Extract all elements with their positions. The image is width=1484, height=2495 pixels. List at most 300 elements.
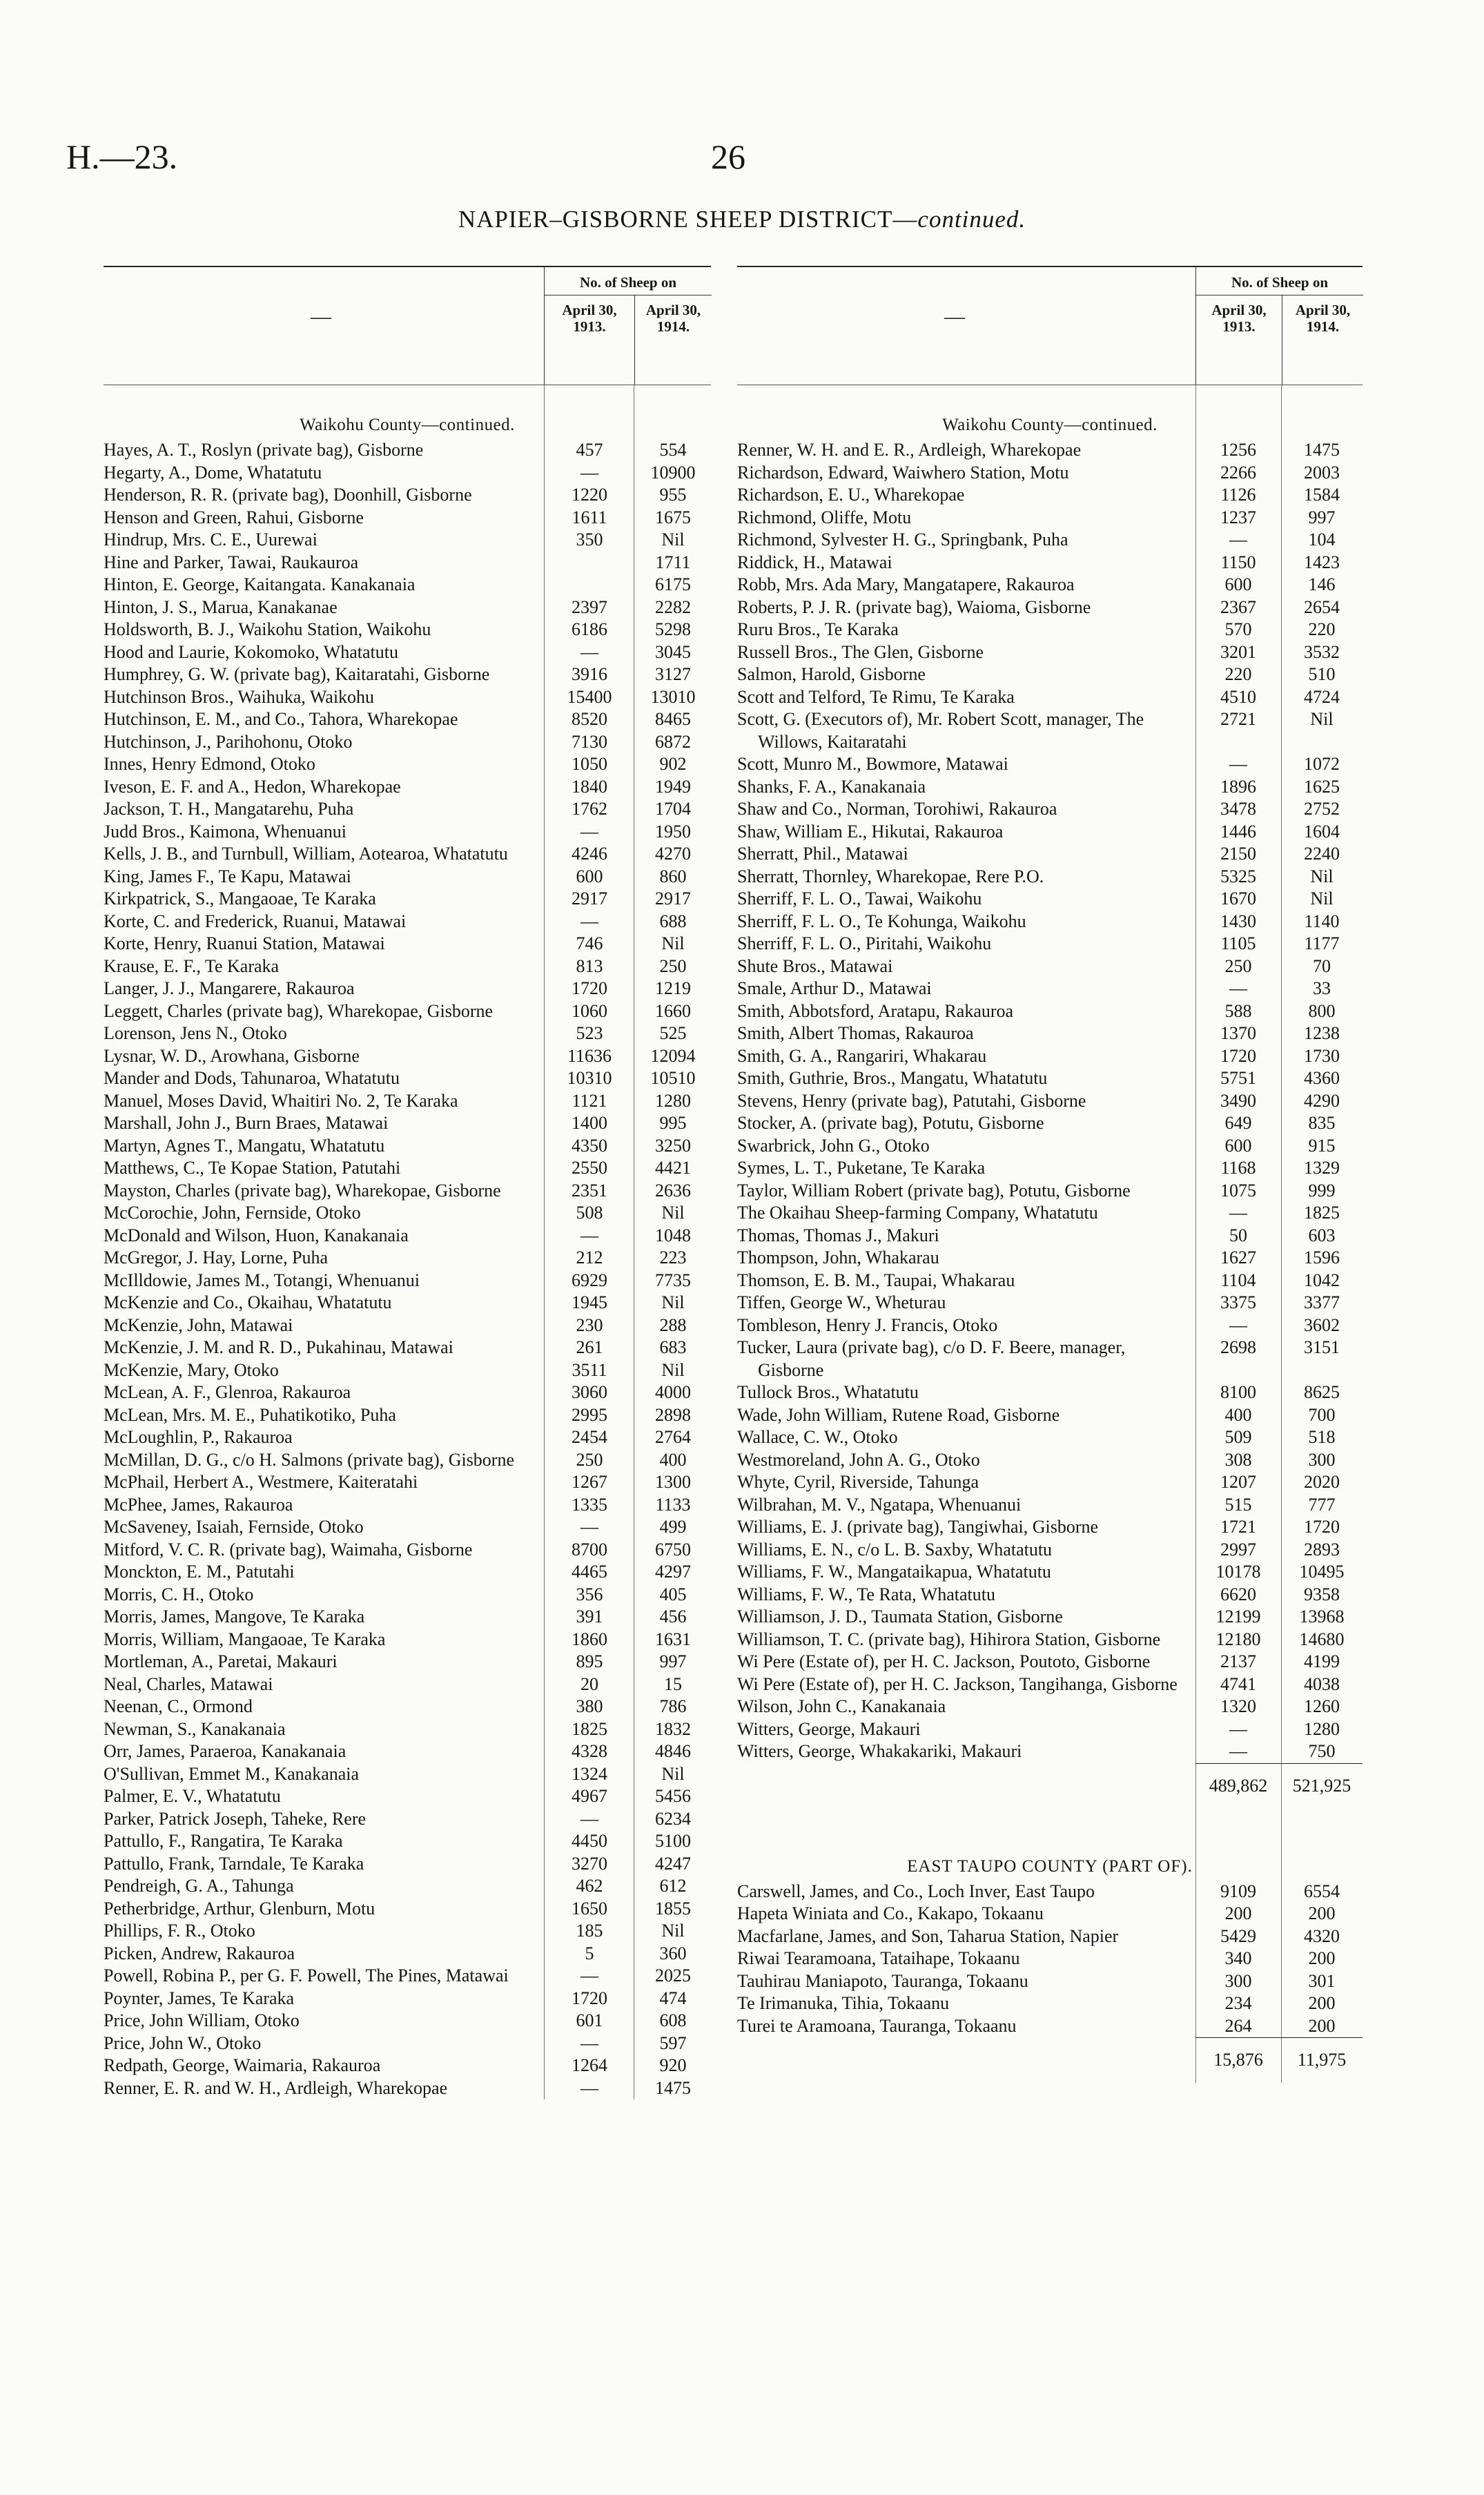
- sheep-1913: —: [1229, 978, 1247, 998]
- sheep-1913: 8700: [572, 1539, 607, 1560]
- owner-name: McLoughlin, P., Rakauroa: [104, 1427, 293, 1447]
- table-row: [737, 955, 1363, 978]
- sheep-1913: 234: [1224, 1993, 1252, 2013]
- sheep-1914: 2003: [1304, 462, 1340, 483]
- sheep-1913: 1207: [1220, 1472, 1256, 1492]
- sheep-1914: 2893: [1304, 1539, 1340, 1560]
- table-row: [737, 1157, 1363, 1180]
- sheep-1913: 3201: [1220, 641, 1256, 662]
- owner-name: Hinton, E. George, Kaitangata. Kanakanaia: [104, 574, 416, 594]
- table-row: [737, 529, 1363, 552]
- owner-name: Shanks, F. A., Kanakanaia: [737, 776, 926, 797]
- table-row: [104, 1763, 711, 1786]
- right-table: [737, 266, 1363, 2083]
- sheep-1913: 813: [576, 955, 603, 976]
- table-row: [737, 663, 1363, 686]
- sheep-1914: 1423: [1304, 552, 1340, 572]
- sheep-1913: 4450: [572, 1831, 607, 1851]
- sheep-1913: 2997: [1220, 1539, 1256, 1560]
- sheep-1913: 649: [1224, 1113, 1252, 1133]
- owner-name: Langer, J. J., Mangarere, Rakauroa: [104, 978, 355, 998]
- sheep-1913: 1060: [572, 1000, 607, 1021]
- owner-name: Mayston, Charles (private bag), Wharekopae, Gisborne: [104, 1180, 501, 1201]
- sheep-1913: 1650: [572, 1898, 607, 1919]
- sheep-1913: 1150: [1220, 552, 1256, 572]
- table-row: [104, 1920, 711, 1943]
- owner-name: Wilson, John C., Kanakanaia: [737, 1696, 946, 1716]
- sheep-1914: 608: [659, 2010, 687, 2030]
- table-body: [104, 385, 711, 2099]
- table-row: [737, 1539, 1363, 1562]
- sheep-1914: 4297: [655, 1562, 691, 1582]
- sheep-1913: 746: [576, 933, 603, 953]
- owner-name: Henderson, R. R. (private bag), Doonhill, Gisborne: [104, 485, 472, 505]
- sheep-1913: 1320: [1220, 1696, 1256, 1716]
- sheep-1913: —: [580, 821, 598, 842]
- sheep-1913: 12180: [1215, 1629, 1261, 1649]
- sheep-1913: 10310: [567, 1068, 612, 1088]
- sheep-1914: 2752: [1304, 799, 1340, 819]
- owner-name: Wade, John William, Rutene Road, Gisborne: [737, 1404, 1060, 1425]
- sheep-1913: 1237: [1220, 507, 1256, 527]
- table-row: [737, 1970, 1363, 1993]
- sheep-1914: 14680: [1299, 1629, 1345, 1649]
- owner-name: McKenzie and Co., Okaihau, Whatatutu: [104, 1292, 392, 1312]
- table-row: [104, 888, 711, 911]
- owner-name: Holdsworth, B. J., Waikohu Station, Waikohu: [104, 619, 431, 639]
- sheep-1914: 1704: [655, 799, 691, 819]
- sheep-1914: 1584: [1304, 485, 1340, 505]
- table-row: [104, 1561, 711, 1584]
- sheep-1913: 4350: [572, 1135, 607, 1156]
- sheep-1913: 1762: [572, 799, 607, 819]
- section-heading: Waikohu County—continued.: [942, 416, 1158, 434]
- sheep-1914: 12094: [650, 1045, 696, 1066]
- owner-name: Stocker, A. (private bag), Potutu, Gisborne: [737, 1113, 1044, 1133]
- owner-name: Witters, George, Makauri: [737, 1718, 921, 1739]
- sheep-1913: 200: [1224, 1903, 1252, 1923]
- sheep-1913: 250: [1224, 955, 1252, 976]
- sheep-1913: 570: [1224, 619, 1252, 639]
- table-row: [104, 1898, 711, 1921]
- table-header: [104, 267, 711, 385]
- sheep-1914: 3127: [655, 664, 691, 684]
- sheep-1914: 1950: [655, 821, 691, 842]
- sheep-1913: 1075: [1220, 1180, 1256, 1201]
- sheep-1913: 1627: [1220, 1248, 1256, 1268]
- table-row: [104, 1584, 711, 1606]
- sheep-1913: 5429: [1220, 1925, 1256, 1946]
- sheep-1913: 7130: [572, 731, 607, 752]
- owner-name: Richardson, E. U., Wharekopae: [737, 485, 965, 505]
- table-row: [104, 1270, 711, 1292]
- sheep-1914: 360: [659, 1943, 687, 1963]
- sheep-count-header: [1195, 267, 1363, 385]
- table-row: [104, 1314, 711, 1337]
- sheep-1913: 1720: [572, 1988, 607, 2008]
- table-row: [104, 1494, 711, 1517]
- table-row: [737, 1426, 1363, 1449]
- table-row: [737, 439, 1363, 462]
- sheep-1913: —: [1229, 1718, 1247, 1739]
- owner-name: Picken, Andrew, Rakauroa: [104, 1943, 295, 1963]
- table-row: [737, 1471, 1363, 1494]
- sheep-1914: 786: [659, 1696, 687, 1716]
- sheep-1914: 4360: [1304, 1068, 1340, 1088]
- sheep-1914: 1219: [655, 978, 691, 998]
- owner-name: Richmond, Sylvester H. G., Springbank, Puha: [737, 530, 1068, 550]
- owner-name: Smith, Abbotsford, Aratapu, Rakauroa: [737, 1000, 1014, 1021]
- owner-column-header: —: [944, 305, 965, 328]
- table-row: [104, 1067, 711, 1090]
- sheep-1913: 2550: [572, 1158, 607, 1178]
- table-row: [737, 1270, 1363, 1292]
- sheep-1914: 835: [1308, 1113, 1336, 1133]
- sheep-1914: 250: [659, 955, 687, 976]
- owner-name: Smale, Arthur D., Matawai: [737, 978, 932, 998]
- owner-name: Salmon, Harold, Gisborne: [737, 664, 926, 684]
- owner-name: Scott, Munro M., Bowmore, Matawai: [737, 754, 1008, 774]
- owner-name: McSaveney, Isaiah, Fernside, Otoko: [104, 1517, 364, 1537]
- sheep-1914: 554: [659, 440, 687, 460]
- table-row: [737, 1449, 1363, 1472]
- sheep-1913: 350: [576, 530, 603, 550]
- owner-name: Swarbrick, John G., Otoko: [737, 1135, 930, 1156]
- owner-name: King, James F., Te Kapu, Matawai: [104, 866, 351, 886]
- table-row: [737, 552, 1363, 574]
- table-row: [104, 1426, 711, 1449]
- sheep-1914: 1832: [655, 1718, 691, 1739]
- table-row: [737, 641, 1363, 664]
- sheep-1914: 5100: [655, 1831, 691, 1851]
- sheep-1914: 915: [1308, 1135, 1336, 1156]
- sheep-1914: 200: [1308, 2015, 1336, 2036]
- east-taupo-rows: [737, 1881, 1363, 2038]
- owner-name: Parker, Patrick Joseph, Taheke, Rere: [104, 1808, 367, 1829]
- table-row: [104, 1988, 711, 2010]
- sheep-1913: —: [1229, 1203, 1247, 1223]
- table-row: [104, 843, 711, 866]
- owner-name: Wi Pere (Estate of), per H. C. Jackson, Poutoto, Gisborne: [737, 1651, 1151, 1671]
- sheep-1913: 50: [1229, 1225, 1247, 1245]
- sheep-1913: 356: [576, 1584, 603, 1604]
- table-row: [104, 1292, 711, 1314]
- table-row: [104, 619, 711, 641]
- sheep-1913: 457: [576, 440, 603, 460]
- table-row: [737, 1022, 1363, 1045]
- sheep-1914: 1855: [655, 1898, 691, 1919]
- owner-name: Westmoreland, John A. G., Otoko: [737, 1449, 980, 1470]
- sheep-1913: 1945: [572, 1292, 607, 1312]
- owner-name: Tullock Bros., Whatatutu: [737, 1382, 919, 1402]
- table-row: [104, 574, 711, 596]
- owner-name: McDonald and Wilson, Huon, Kanakanaia: [104, 1225, 409, 1245]
- owner-name: Mitford, V. C. R. (private bag), Waimaha, Gisborne: [104, 1539, 473, 1560]
- sheep-1914: 4846: [655, 1741, 691, 1761]
- sheep-1913: 15400: [567, 686, 612, 707]
- table-row: [737, 1925, 1363, 1948]
- sheep-1913: 895: [576, 1651, 603, 1671]
- table-row: [737, 1629, 1363, 1651]
- sheep-1913: 2995: [572, 1404, 607, 1425]
- table-row: [737, 686, 1363, 709]
- sheep-1914: 10495: [1299, 1562, 1345, 1582]
- sheep-1914: 902: [659, 754, 687, 774]
- sheep-1914: 200: [1308, 1948, 1336, 1968]
- owner-name: McPhail, Herbert A., Westmere, Kaiteratahi: [104, 1472, 418, 1492]
- sheep-1914: 1711: [655, 552, 691, 572]
- owner-name: Pattullo, Frank, Tarndale, Te Karaka: [104, 1853, 364, 1874]
- sheep-1914: 6234: [655, 1808, 691, 1829]
- table-row: [737, 888, 1363, 911]
- sheep-1913: 1400: [572, 1113, 607, 1133]
- sheep-1913: 220: [1224, 664, 1252, 684]
- sheep-1914: Nil: [1310, 709, 1334, 729]
- sheep-1914: 1730: [1304, 1045, 1340, 1066]
- table-row: [104, 1696, 711, 1718]
- owner-name: Shaw and Co., Norman, Torohiwi, Rakauroa: [737, 799, 1057, 819]
- owner-name: Hegarty, A., Dome, Whatatutu: [104, 462, 322, 483]
- sheep-1914: 10900: [650, 462, 696, 483]
- table-row: [737, 1516, 1363, 1539]
- owner-name: McIlldowie, James M., Totangi, Whenuanui: [104, 1270, 420, 1290]
- owner-name: Hood and Laurie, Kokomoko, Whatatutu: [104, 641, 398, 662]
- sheep-1914: 3532: [1304, 641, 1340, 662]
- sheep-1914: 2240: [1304, 844, 1340, 864]
- sheep-1913: 4246: [572, 844, 607, 864]
- section-heading: EAST TAUPO COUNTY (PART OF).: [907, 1856, 1193, 1876]
- sheep-1913: 1256: [1220, 440, 1256, 460]
- sheep-1913: 264: [1224, 2015, 1252, 2036]
- sheep-1913: 2150: [1220, 844, 1256, 864]
- owner-name: Richmond, Oliffe, Motu: [737, 507, 912, 527]
- table-row: [104, 1785, 711, 1808]
- table-row: [104, 1337, 711, 1359]
- owner-name: Tauhirau Maniapoto, Tauranga, Tokaanu: [737, 1970, 1028, 1991]
- sheep-1913: —: [1229, 1741, 1247, 1761]
- owner-name: Manuel, Moses David, Whaitiri No. 2, Te Karaka: [104, 1090, 458, 1111]
- sheep-1914: 1133: [655, 1494, 691, 1515]
- sheep-1914: Nil: [661, 1292, 685, 1312]
- sheep-1914: 4320: [1304, 1925, 1340, 1946]
- sheep-1914: 70: [1313, 955, 1331, 976]
- sheep-1914: 1140: [1304, 911, 1340, 931]
- sheep-1914: 400: [659, 1449, 687, 1470]
- table-row: [737, 1000, 1363, 1023]
- owner-name: McLean, Mrs. M. E., Puhatikotiko, Puha: [104, 1404, 396, 1425]
- sheep-1914: 688: [659, 911, 687, 931]
- sheep-1914: Nil: [661, 1763, 685, 1784]
- sheep-1914: 997: [659, 1651, 687, 1671]
- sheep-1913: 4510: [1220, 686, 1256, 707]
- table-row: [737, 1561, 1363, 1584]
- sheep-1913: —: [1229, 530, 1247, 550]
- sheep-1914: 4199: [1304, 1651, 1340, 1671]
- total-1914: 521,925: [1292, 1775, 1351, 1796]
- sheep-1914: 1596: [1304, 1248, 1340, 1268]
- owner-name: Ruru Bros., Te Karaka: [737, 619, 899, 639]
- sheep-1913: 1670: [1220, 889, 1256, 909]
- owner-name: Roberts, P. J. R. (private bag), Waioma, Gisborne: [737, 596, 1091, 617]
- table-row: [104, 1045, 711, 1068]
- table-row: [737, 1292, 1363, 1314]
- owner-name: Matthews, C., Te Kopae Station, Patutahi: [104, 1158, 401, 1178]
- sheep-1913: 340: [1224, 1948, 1252, 1968]
- sheep-1914: 6872: [655, 731, 691, 752]
- owner-name: Tiffen, George W., Wheturau: [737, 1292, 946, 1312]
- owner-name: Hapeta Winiata and Co., Kakapo, Tokaanu: [737, 1903, 1044, 1923]
- table-row: [737, 1045, 1363, 1068]
- owner-name: Williamson, J. D., Taumata Station, Gisborne: [737, 1606, 1063, 1627]
- owner-name: Redpath, George, Waimaria, Rakauroa: [104, 2055, 381, 2075]
- sheep-1914: 1300: [655, 1472, 691, 1492]
- owner-name: McPhee, James, Rakauroa: [104, 1494, 293, 1515]
- owner-name: Neenan, C., Ormond: [104, 1696, 253, 1716]
- owner-name: Newman, S., Kanakanaia: [104, 1718, 286, 1739]
- table-row: [737, 753, 1363, 776]
- table-row: [737, 1948, 1363, 1970]
- sheep-1913: 601: [576, 2010, 603, 2030]
- table-row: [104, 2010, 711, 2032]
- spacer: [737, 385, 1363, 406]
- right-rows: [737, 439, 1363, 1763]
- sheep-1913: 300: [1224, 1970, 1252, 1991]
- owner-name: The Okaihau Sheep-farming Company, Whatatutu: [737, 1203, 1098, 1223]
- sheep-1913: 1050: [572, 754, 607, 774]
- sheep-1914: 1177: [1304, 933, 1340, 953]
- sheep-1914: 2025: [655, 1965, 691, 1986]
- owner-name: Price, John W., Otoko: [104, 2032, 262, 2053]
- table-row: [104, 708, 711, 731]
- sheep-1914: 10510: [650, 1068, 696, 1088]
- sheep-1913: 1105: [1220, 933, 1256, 953]
- sheep-1913: 1220: [572, 485, 607, 505]
- table-row: [737, 1090, 1363, 1113]
- table-row: [737, 1381, 1363, 1404]
- sheep-1913: 3916: [572, 664, 607, 684]
- sheep-1913: 2698: [1220, 1337, 1256, 1357]
- sheep-count-header: [544, 267, 712, 385]
- owner-name: Mortleman, A., Paretai, Makauri: [104, 1651, 338, 1671]
- sheep-1914: 860: [659, 866, 687, 886]
- sheep-1914: 1660: [655, 1000, 691, 1021]
- owner-name: Martyn, Agnes T., Mangatu, Whatatutu: [104, 1135, 385, 1156]
- owner-name: Henson and Green, Rahui, Gisborne: [104, 507, 364, 527]
- table-row: [104, 484, 711, 507]
- sheep-1913: 1720: [572, 978, 607, 998]
- table-row: [104, 1202, 711, 1225]
- sheep-1914: 3250: [655, 1135, 691, 1156]
- owner-name: Tombleson, Henry J. Francis, Otoko: [737, 1314, 998, 1335]
- owner-name: Lorenson, Jens N., Otoko: [104, 1023, 287, 1043]
- sheep-1913: 509: [1224, 1427, 1252, 1447]
- sheep-1913: 1335: [572, 1494, 607, 1515]
- total-1913: 15,876: [1213, 2050, 1263, 2070]
- sheep-1913: 5751: [1220, 1068, 1256, 1088]
- table-header: [737, 267, 1363, 385]
- sheep-1914: 1625: [1304, 776, 1340, 797]
- sheep-1913: 2137: [1220, 1651, 1256, 1671]
- sheep-1914: 1475: [1304, 440, 1340, 460]
- owner-name: McMillan, D. G., c/o H. Salmons (private bag), Gisborne: [104, 1449, 515, 1470]
- table-row: [737, 1881, 1363, 1903]
- sheep-1914: 4247: [655, 1853, 691, 1874]
- sheep-1914: 1329: [1304, 1158, 1340, 1178]
- table-row: [737, 2015, 1363, 2038]
- sheep-1914: Nil: [661, 530, 685, 550]
- owner-name: Hutchinson Bros., Waihuka, Waikohu: [104, 686, 375, 707]
- sheep-1913: 4967: [572, 1786, 607, 1806]
- owner-name: Lysnar, W. D., Arowhana, Gisborne: [104, 1045, 360, 1066]
- sheep-1913: 6620: [1220, 1584, 1256, 1604]
- owner-name: Morris, James, Mangove, Te Karaka: [104, 1606, 365, 1627]
- owner-name: Sherriff, F. L. O., Te Kohunga, Waikohu: [737, 911, 1026, 931]
- table-row: [737, 798, 1363, 821]
- page-number: 26: [711, 137, 745, 176]
- table-row: [104, 1718, 711, 1741]
- table-row: [104, 596, 711, 619]
- sheep-1914: 518: [1308, 1427, 1336, 1447]
- table-row: [737, 1067, 1363, 1090]
- sheep-1914: 955: [659, 485, 687, 505]
- sheep-1913: 4465: [572, 1562, 607, 1582]
- table-row: [737, 1606, 1363, 1629]
- owner-name: Smith, Albert Thomas, Rakauroa: [737, 1023, 974, 1043]
- sheep-1914: 2764: [655, 1427, 691, 1447]
- table-row: [104, 753, 711, 776]
- col-1914-header: April 30, 1914.: [1282, 295, 1363, 385]
- owner-name: Innes, Henry Edmond, Otoko: [104, 754, 315, 774]
- owner-name: Pattullo, F., Rangatira, Te Karaka: [104, 1831, 343, 1851]
- sheep-1914: 1048: [655, 1225, 691, 1245]
- table-row: [104, 462, 711, 485]
- sheep-1913: 1264: [572, 2055, 607, 2075]
- sheep-1913: 600: [1224, 1135, 1252, 1156]
- owner-name: Petherbridge, Arthur, Glenburn, Motu: [104, 1898, 375, 1919]
- table-row: [737, 1337, 1363, 1381]
- owner-name: Hine and Parker, Tawai, Raukauroa: [104, 552, 359, 572]
- owner-name: Judd Bros., Kaimona, Whenuanui: [104, 821, 346, 842]
- owner-name: Thomson, E. B. M., Taupai, Whakarau: [737, 1270, 1015, 1290]
- owner-name: Korte, Henry, Ruanui Station, Matawai: [104, 933, 385, 953]
- table-row: [104, 529, 711, 552]
- table-row: [737, 1584, 1363, 1606]
- sheep-count-label: No. of Sheep on: [1196, 267, 1363, 295]
- sheep-1913: 11636: [567, 1045, 612, 1066]
- table-row: [737, 596, 1363, 619]
- owner-name: Powell, Robina P., per G. F. Powell, The Pines, Matawai: [104, 1965, 509, 1986]
- sheep-1914: 6750: [655, 1539, 691, 1560]
- table-row: [104, 1359, 711, 1382]
- sheep-1914: 2636: [655, 1180, 691, 1201]
- sheep-1913: 508: [576, 1203, 603, 1223]
- table-row: [737, 1696, 1363, 1718]
- owner-name: Thomas, Thomas J., Makuri: [737, 1225, 939, 1245]
- sheep-1914: 1949: [655, 776, 691, 797]
- sheep-1913: 1121: [572, 1090, 607, 1111]
- table-row: [737, 462, 1363, 485]
- table-row: [737, 1903, 1363, 1925]
- table-row: [737, 1112, 1363, 1135]
- sheep-1914: 597: [659, 2032, 687, 2053]
- owner-name: Shaw, William E., Hikutai, Rakauroa: [737, 821, 1004, 842]
- sheep-1913: 2721: [1220, 709, 1256, 729]
- sheep-1914: 2654: [1304, 596, 1340, 617]
- sheep-1914: 999: [1308, 1180, 1336, 1201]
- table-row: [104, 1180, 711, 1203]
- table-row: [737, 1180, 1363, 1203]
- owner-name: Williamson, T. C. (private bag), Hihirora Station, Gisborne: [737, 1629, 1161, 1649]
